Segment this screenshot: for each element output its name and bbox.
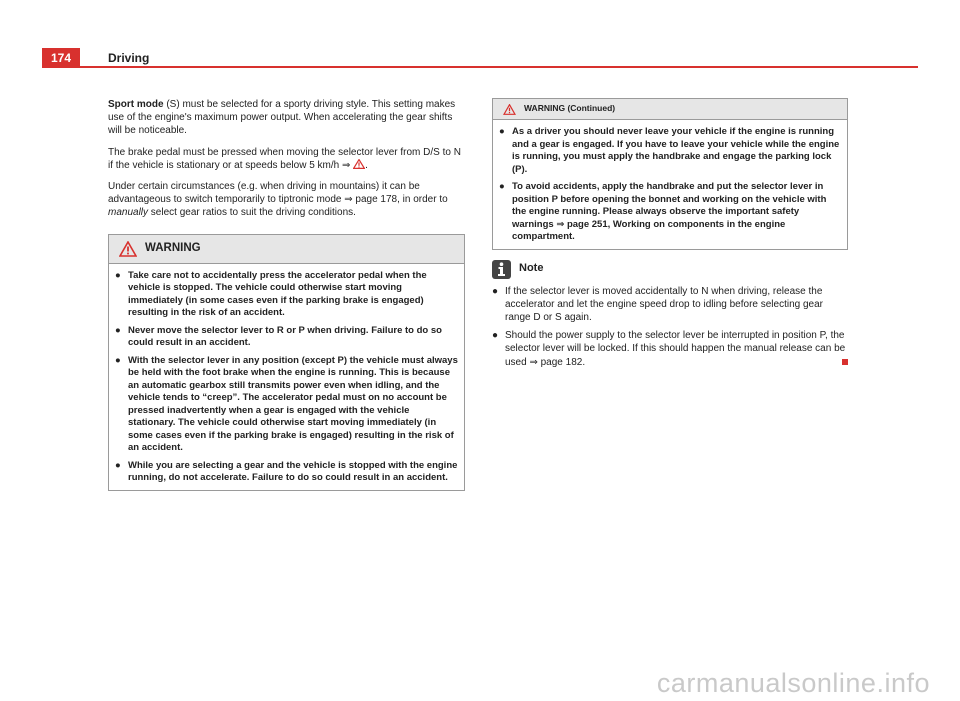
warning-item-text: Take care not to accidentally press the accelerator pedal when the vehicle is stopped. The vehicle could otherwise start moving immediately (in some cases even if the parking brake is engaged) resulting in the risk of an accident. xyxy=(128,269,427,319)
bullet-icon: ● xyxy=(115,324,121,336)
warning-triangle-icon xyxy=(119,241,137,257)
note-item-text: If the selector lever is moved accidentally to N when driving, release the accelerator and let the engine speed drop to idling before selecting gear range D or S again. xyxy=(505,285,823,323)
bullet-icon: ● xyxy=(492,330,499,342)
sport-mode-text: (S) must be selected for a sporty driving style. This setting makes use of the engine's maximum power output. When accelerating the gear shifts will be noticeable. xyxy=(108,99,456,137)
left-column xyxy=(108,98,465,491)
note-item-text xyxy=(505,329,848,369)
warning-item-text: As a driver you should never leave your vehicle if the engine is running and a gear is engaged. If you have to leave your vehicle while the engine is running, you must apply the handbrake and engage the parking lock (P). xyxy=(512,126,840,175)
warning-item xyxy=(499,181,841,244)
warning-item xyxy=(499,126,841,176)
section-end-marker xyxy=(842,359,848,365)
note-item xyxy=(492,329,848,369)
warning-item-text: While you are selecting a gear and the vehicle is stopped with the engine running, do not accelerate. Failure to do so could result in an accident. xyxy=(128,459,458,484)
warning-item-text: With the selector lever in any position (except P) the vehicle must always be held with the foot brake when the engine is running. This is because an automatic gearbox still transmits power even when idling, and the vehicle tends to “creep”. The accelerator pedal must on no account be pressed inadvertently when a gear is engaged with the vehicle stationary. The vehicle could otherwise start moving immediately (in some cases even if the parking brake is engaged) resulting in the risk of an accident. xyxy=(128,354,458,454)
note-header xyxy=(492,260,848,279)
header-divider xyxy=(42,66,918,68)
tiptronic-text-b: select gear ratios to suit the driving conditions. xyxy=(148,207,356,219)
brake-pedal-text: The brake pedal must be pressed when moving the selector lever from D/S to N if the vehicle is stationary or at speeds below 5 km/h ⇒ xyxy=(108,146,461,171)
bullet-icon: ● xyxy=(115,459,121,471)
warning-triangle-icon xyxy=(353,159,365,169)
warning-item-text: To avoid accidents, apply the handbrake and put the selector lever in position P before opening the bonnet and working on the vehicle with the engine running. Please always observe the important safety warnings ⇒ page 251, Working on components in the engine compartment. xyxy=(512,181,827,242)
warning-item xyxy=(115,460,458,485)
paragraph-sport-mode xyxy=(108,98,465,138)
sport-mode-term: Sport mode xyxy=(108,99,164,110)
tiptronic-italic: manually xyxy=(108,207,149,219)
warning-continued-body xyxy=(493,120,847,249)
note-icon xyxy=(492,260,511,279)
bullet-icon: ● xyxy=(115,354,121,366)
page-number: 174 xyxy=(42,48,80,67)
bullet-icon: ● xyxy=(115,269,121,281)
page-header xyxy=(0,0,960,70)
warning-title: WARNING xyxy=(145,242,201,255)
brake-pedal-end: . xyxy=(365,159,368,171)
section-title: Driving xyxy=(108,51,150,65)
right-column xyxy=(492,98,848,374)
tiptronic-text-a: Under certain circumstances (e.g. when driving in mountains) it can be advantageous to switch temporarily to tiptronic mode ⇒ page 178, in order to xyxy=(108,181,448,206)
warning-box xyxy=(108,234,465,491)
warning-item-text: Never move the selector lever to R or P when driving. Failure to do so could result in an accident. xyxy=(128,324,442,349)
note-item-text-content: Should the power supply to the selector lever be interrupted in position P, the selector lever will be locked. If this should happen the manual release can be used ⇒ page 182. xyxy=(505,330,846,368)
warning-item xyxy=(115,270,458,320)
warning-header xyxy=(109,235,464,264)
bullet-icon: ● xyxy=(499,126,505,137)
bullet-icon: ● xyxy=(499,181,505,192)
warning-continued-box xyxy=(492,98,848,250)
note-item xyxy=(492,285,848,325)
warning-continued-title: WARNING (Continued) xyxy=(524,103,616,114)
warning-body xyxy=(109,264,464,490)
bullet-icon: ● xyxy=(492,285,499,297)
note-title: Note xyxy=(519,262,544,275)
warning-continued-header xyxy=(493,99,847,120)
warning-triangle-icon xyxy=(503,104,516,115)
warning-item xyxy=(115,325,458,350)
warning-item xyxy=(115,355,458,455)
paragraph-tiptronic xyxy=(108,180,465,220)
watermark: carmanualsonline.info xyxy=(656,668,930,698)
paragraph-brake-pedal xyxy=(108,146,465,172)
